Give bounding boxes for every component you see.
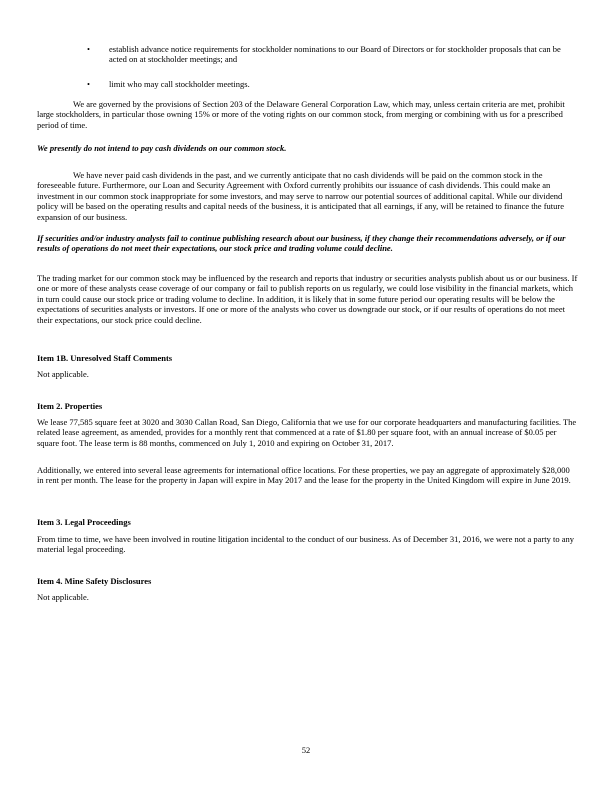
dividends-paragraph: We have never paid cash dividends in the past, and we currently anticipate that no cash dividends will be paid on the common stock in the foreseeable future. Furthermore, our Loan and Security Agreement with Oxford currently prohibits our issuance of cash dividends. This could make an investment in our common stock inappropriate for some investors, and may serve to narrow our potential sources of additional capital. While our dividend policy will be based on the operating results and capital needs of the business, it is anticipated that all earnings, if any, will be retained to finance the future expansion of our business. (37, 170, 564, 222)
page-number: 52 (301, 745, 311, 755)
item-4-heading: Item 4. Mine Safety Disclosures (37, 576, 152, 586)
item-1b-body: Not applicable. (37, 369, 89, 379)
item-2-paragraph-1: We lease 77,585 square feet at 3020 and 3030 Callan Road, San Diego, California that we use for our corporate headquarters and manufacturing facilities. The related lease agreement, as amended, provides for a monthly rent that commenced at a rate of $1.80 per square foot, with an annual increase of $0.05 per square foot. The lease term is 88 months, commenced on July 1, 2010 and expiring on October 31, 2017. (37, 417, 577, 448)
bullet-icon: • (87, 79, 90, 89)
item-1b-heading: Item 1B. Unresolved Staff Comments (37, 353, 173, 363)
analysts-paragraph: The trading market for our common stock may be influenced by the research and reports that industry or securities analysts publish about us or our business. If one or more of these analysts cease coverage of our company or fail to publish reports on us regularly, we could lose visibility in the financial markets, which in turn could cause our stock price or trading volume to decline. In addition, it is likely that in some future period our operating results will be below the expectations of securities analysts or investors. If one or more of the analysts who cover us downgrade our stock, or if our results of operations do not meet their expectations, our stock price could decline. (37, 273, 578, 325)
item-3-heading: Item 3. Legal Proceedings (37, 517, 131, 527)
item-2-paragraph-2: Additionally, we entered into several lease agreements for international office locations. For these properties, we pay an aggregate of approximately $28,000 in rent per month. The lease for the property in Japan will expire in May 2017 and the lease for the property in the United Kingdom will expire in June 2019. (37, 465, 571, 486)
dividends-heading: We presently do not intend to pay cash dividends on our common stock. (37, 143, 287, 153)
bullet-text: establish advance notice requirements for stockholder nominations to our Board of Directors or for stockholder proposals that can be acted on at stockholder meetings; and (109, 44, 561, 65)
bullet-icon: • (87, 44, 90, 54)
item-4-body: Not applicable. (37, 592, 89, 602)
delaware-paragraph: We are governed by the provisions of Section 203 of the Delaware General Corporation Law, which may, unless certain criteria are met, prohibit large stockholders, in particular those owning 15% or more of the voting rights on our common stock, from merging or combining with us for a prescribed period of time. (37, 99, 565, 130)
analysts-heading: If securities and/or industry analysts fail to continue publishing research about our business, if they change their recommendations adversely, or if our results of operations do not meet their expectations, our stock price and trading volume could decline. (37, 233, 566, 254)
bullet-text: limit who may call stockholder meetings. (109, 79, 250, 89)
item-3-body: From time to time, we have been involved in routine litigation incidental to the conduct of our business. As of December 31, 2016, we were not a party to any material legal proceeding. (37, 534, 575, 555)
item-2-heading: Item 2. Properties (37, 401, 103, 411)
